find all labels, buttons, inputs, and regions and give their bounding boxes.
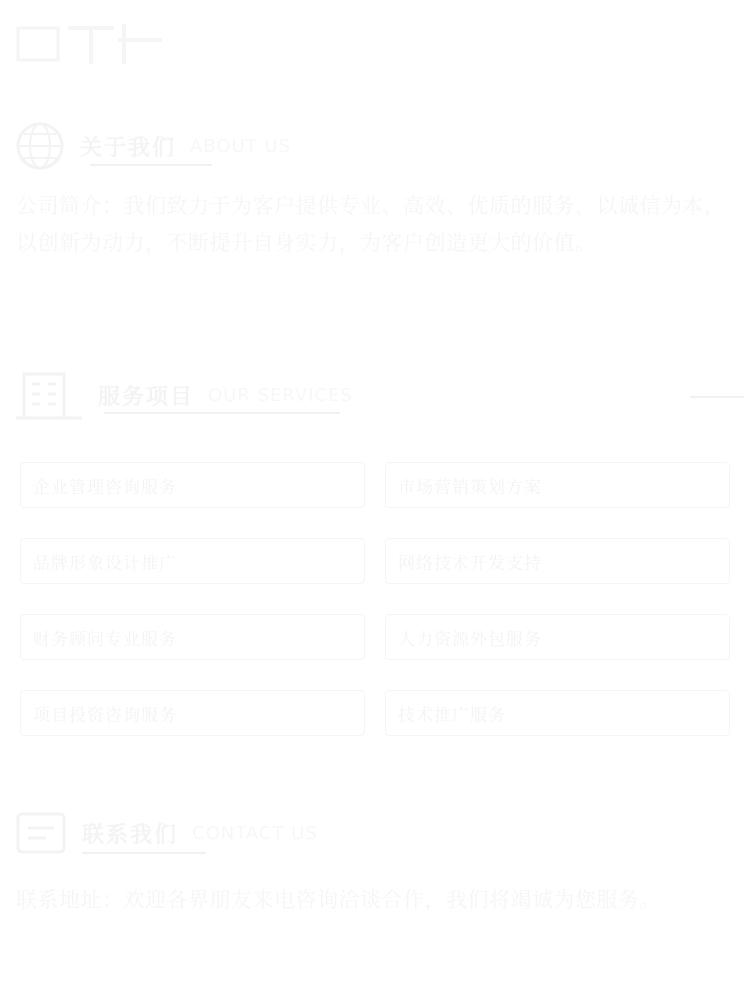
service-tag[interactable]: 市场营销策划方案 (385, 462, 730, 508)
service-tag[interactable]: 企业管理咨询服务 (20, 462, 365, 508)
about-body: 公司简介：我们致力于为客户提供专业、高效、优质的服务，以诚信为本，以创新为动力，不断提升自身实力，为客户创造更大的价值。 (16, 194, 726, 255)
globe-icon (14, 120, 66, 172)
contact-title-underline (82, 852, 206, 854)
contact-title: 联系我们 (82, 822, 179, 848)
service-tag[interactable]: 品牌形象设计推广 (20, 538, 365, 584)
services-title: 服务项目 (98, 384, 195, 410)
about-title-underline (90, 164, 212, 166)
service-tag[interactable]: 网络技术开发支持 (385, 538, 730, 584)
about-subtitle: ABOUT US (190, 135, 292, 157)
contact-header (14, 808, 318, 858)
services-subtitle: OUR SERVICES (208, 384, 353, 406)
service-tag[interactable]: 技术推广服务 (385, 690, 730, 736)
service-tag[interactable]: 项目投资咨询服务 (20, 690, 365, 736)
services-title-underline (104, 412, 340, 414)
service-tag[interactable]: 财务顾问专业服务 (20, 614, 365, 660)
services-tag-grid (20, 462, 730, 736)
service-tag[interactable]: 人力资源外包服务 (385, 614, 730, 660)
about-title: 关于我们 (80, 135, 177, 161)
brand-logo[interactable] (14, 14, 166, 70)
contact-body: 联系地址：欢迎各界朋友来电咨询洽谈合作，我们将竭诚为您服务。 (16, 888, 661, 912)
building-icon (14, 368, 84, 422)
phone-icon (14, 808, 68, 858)
contact-subtitle: CONTACT US (192, 822, 318, 844)
services-header-rule (690, 396, 744, 398)
